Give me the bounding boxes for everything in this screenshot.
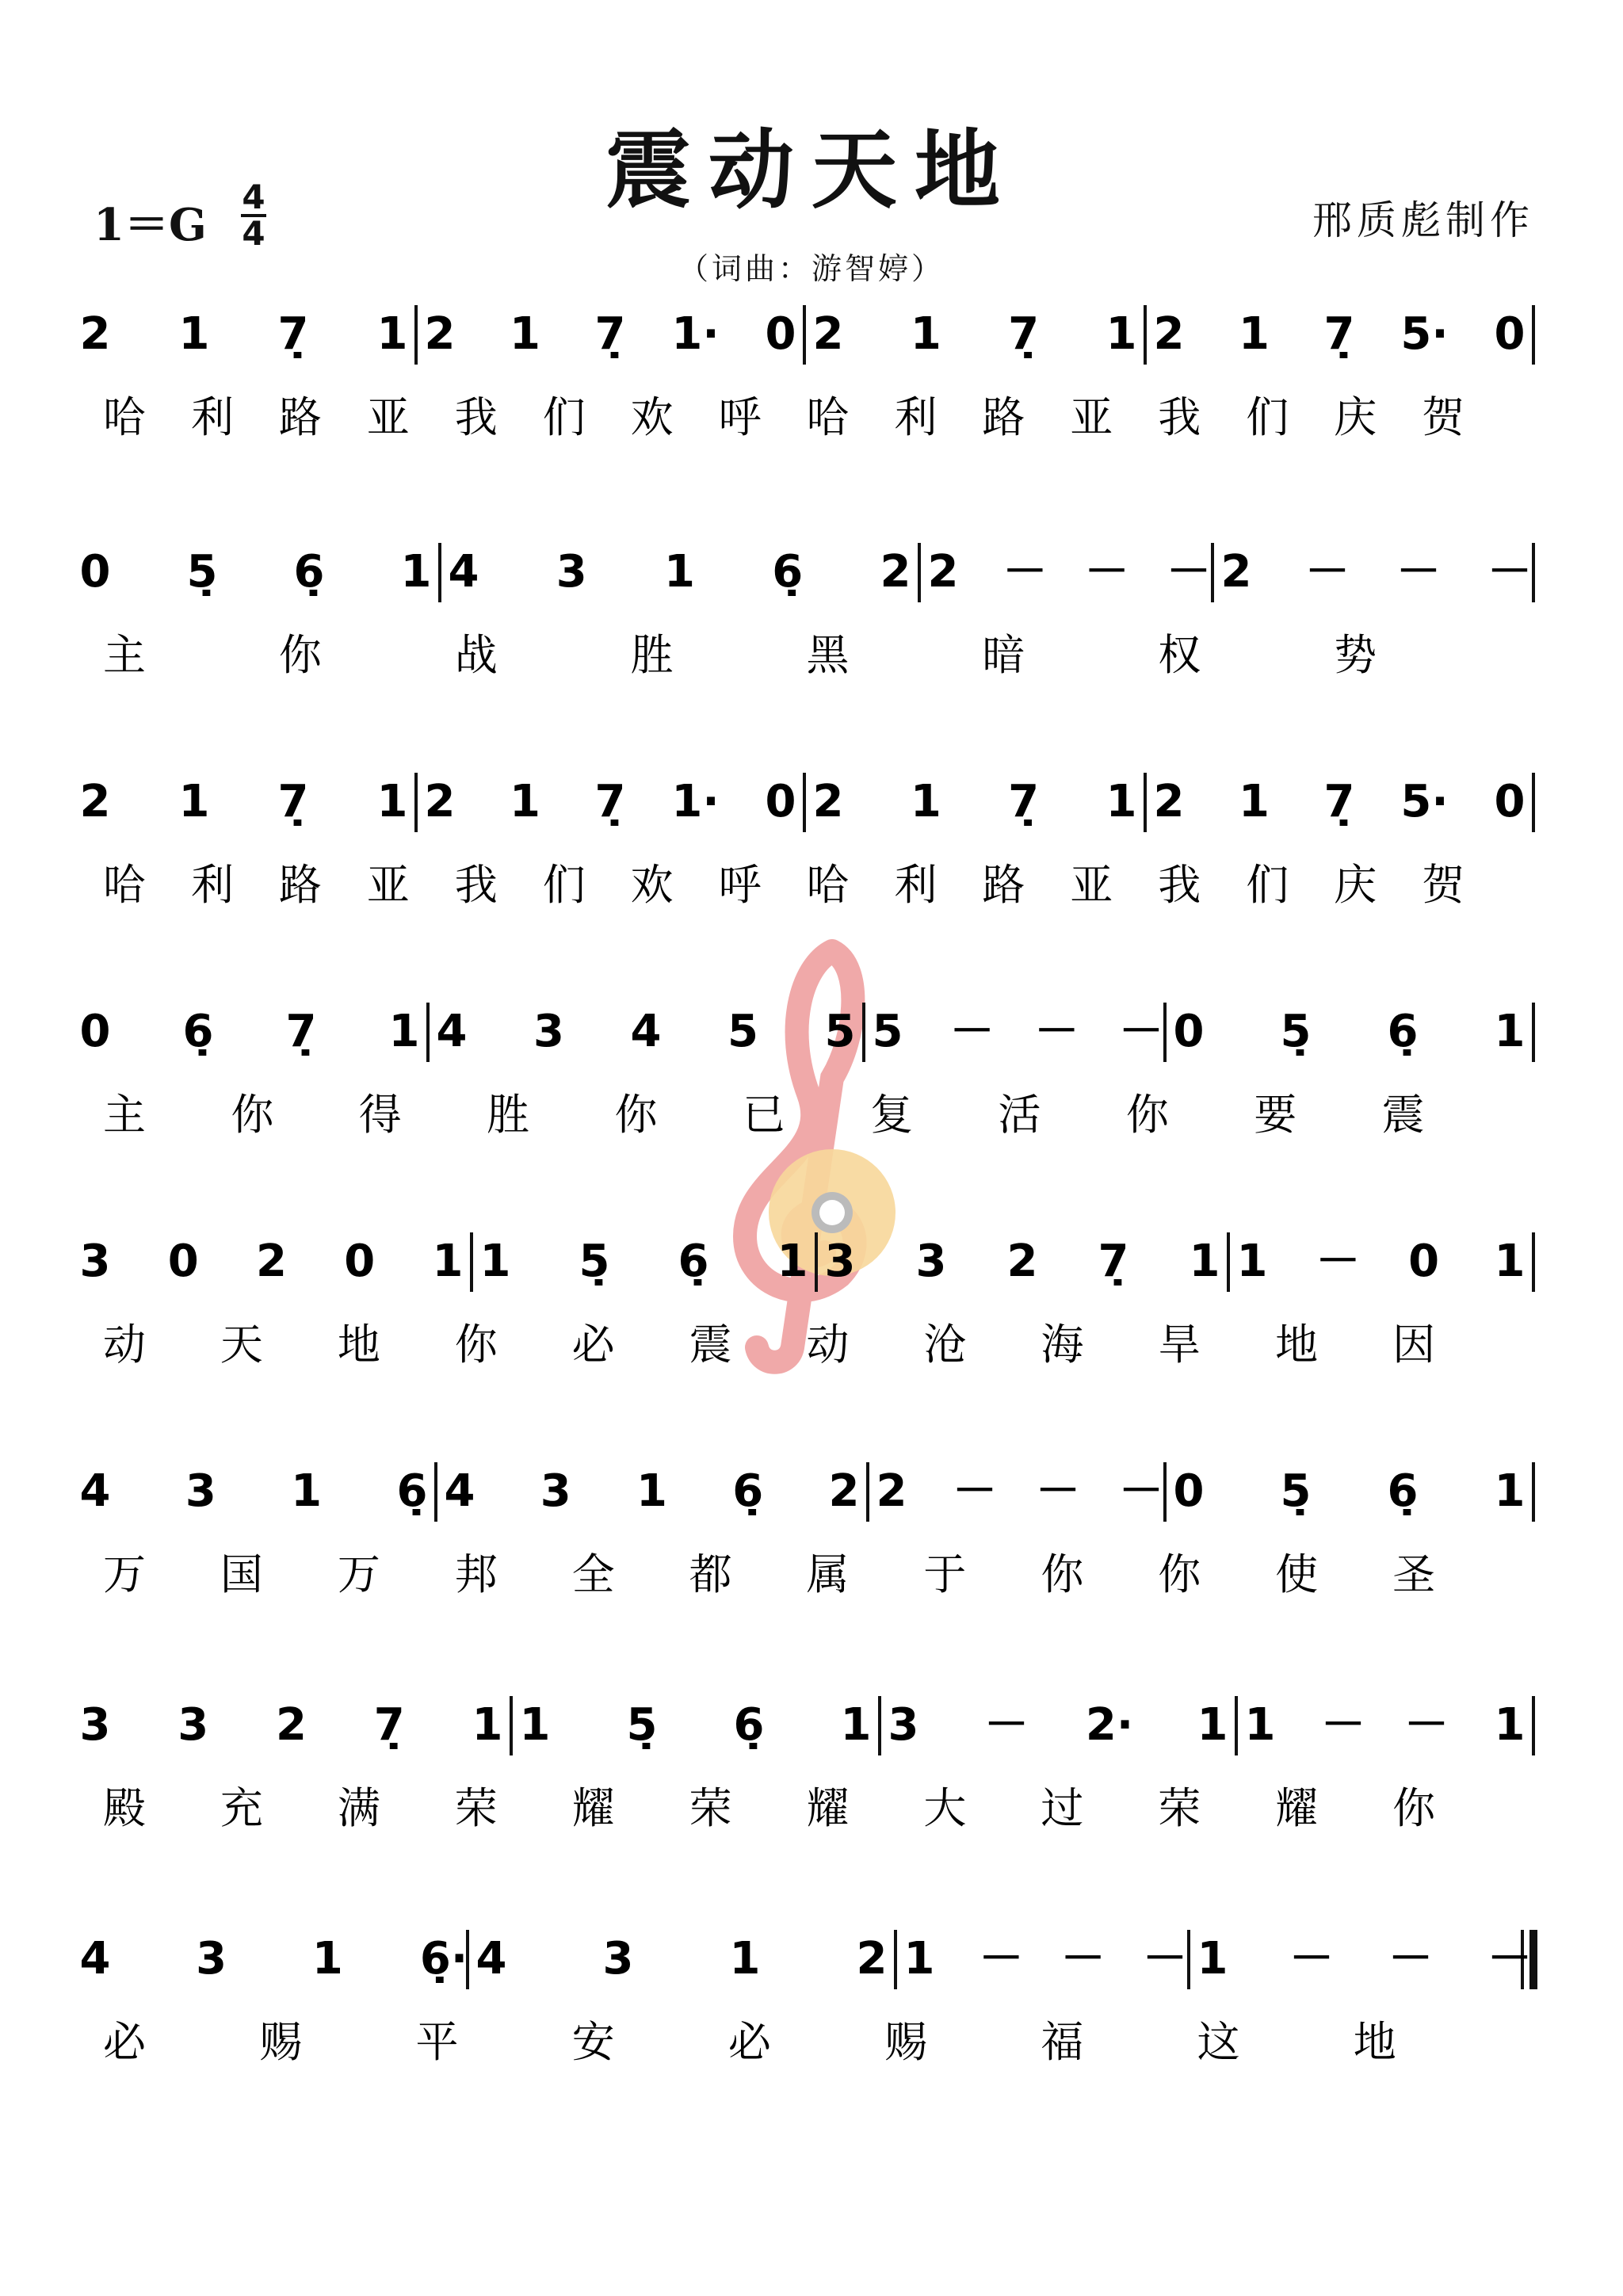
lyric-char: 于	[923, 1549, 967, 1599]
lyric-char: 哈	[806, 860, 850, 910]
note: －	[984, 1699, 1029, 1751]
lyric-char: 你	[1125, 1090, 1169, 1140]
note: 7̣	[1008, 308, 1040, 360]
lyric-char: 权	[1158, 630, 1201, 680]
lyric-char: 亚	[366, 860, 410, 910]
note: －	[1487, 1933, 1532, 1985]
lyric-char: 安	[571, 2017, 615, 2067]
lyric-char: 我	[1158, 860, 1201, 910]
lyric-char: 路	[278, 860, 322, 910]
meter-bottom: 4	[242, 214, 265, 253]
lyric-char: 圣	[1392, 1549, 1436, 1599]
lyric-char: 主	[103, 1090, 146, 1140]
lyric-char: 利	[190, 392, 234, 442]
lyric-char: 利	[190, 860, 234, 910]
lyric-char: 地	[1275, 1320, 1319, 1370]
note: 2	[1220, 546, 1252, 598]
note: 3	[533, 1006, 564, 1057]
note: 1	[1189, 1236, 1220, 1287]
note: 1	[178, 776, 210, 827]
note: 1	[519, 1699, 551, 1751]
note: 7̣	[373, 1699, 405, 1751]
note: 2	[828, 1465, 860, 1517]
note: －	[1388, 1933, 1433, 1985]
lyric-char: 你	[614, 1090, 658, 1140]
note: 3	[540, 1465, 571, 1517]
lyric-char: 赐	[884, 2017, 928, 2067]
note: 1	[1106, 308, 1137, 360]
lyric-char: 亚	[1070, 860, 1113, 910]
lyric-char: 耀	[1275, 1783, 1319, 1833]
note: －	[953, 1465, 997, 1517]
note: 6̣	[678, 1236, 709, 1287]
note: 0	[1494, 308, 1526, 360]
note: 3	[888, 1699, 919, 1751]
note: 6̣	[396, 1465, 428, 1517]
note: 1	[664, 546, 695, 598]
lyric-char: 必	[103, 2017, 146, 2067]
note: 1	[376, 776, 408, 827]
note: 4	[448, 546, 479, 598]
note: 3	[915, 1236, 947, 1287]
note: 6̣	[732, 1465, 764, 1517]
lyric-char: 震	[1381, 1090, 1425, 1140]
lyric-char: 你	[278, 630, 322, 680]
note: 1	[1239, 776, 1270, 827]
lyric-char: 属	[806, 1549, 850, 1599]
lyric-char: 必	[571, 1320, 615, 1370]
lyric-char: 暗	[982, 630, 1025, 680]
lyric-char: 耀	[571, 1783, 615, 1833]
song-title: 震动天地	[605, 120, 1018, 220]
lyric-char: 亚	[1070, 392, 1113, 442]
lyric-char: 震	[689, 1320, 732, 1370]
lyric-char: 旱	[1158, 1320, 1201, 1370]
note: 2	[424, 308, 456, 360]
lyric-char: 国	[220, 1549, 263, 1599]
lyric-char: 得	[358, 1090, 402, 1140]
note: 6̣	[733, 1699, 765, 1751]
lyric-char: 路	[982, 392, 1025, 442]
note: －	[1305, 546, 1350, 598]
note: 2	[1153, 308, 1185, 360]
note: 1	[1244, 1699, 1276, 1751]
lyric-char: 们	[542, 392, 586, 442]
note: 1	[291, 1465, 323, 1517]
lyric-char: 亚	[366, 392, 410, 442]
note: 2	[276, 1699, 307, 1751]
lyric-char: 全	[571, 1549, 615, 1599]
note: 2	[876, 1465, 907, 1517]
note: －	[1487, 546, 1532, 598]
note: 3	[79, 1699, 111, 1751]
note: 2	[880, 546, 911, 598]
note: 0	[1408, 1236, 1440, 1287]
lyric-char: 复	[870, 1090, 914, 1140]
note: 7̣	[285, 1006, 317, 1057]
note: 2	[812, 776, 844, 827]
note: －	[1404, 1699, 1449, 1751]
note: 1·	[671, 776, 720, 827]
lyric-char: 贺	[1422, 392, 1465, 442]
lyric-char: 们	[1246, 860, 1289, 910]
note: －	[1316, 1236, 1361, 1287]
lyric-char: 平	[415, 2017, 459, 2067]
note: 7̣	[1323, 308, 1355, 360]
lyric-char: 天	[220, 1320, 263, 1370]
note: 1	[910, 308, 941, 360]
lyric-char: 胜	[487, 1090, 530, 1140]
lyric-char: 我	[454, 860, 498, 910]
lyric-char: 福	[1041, 2017, 1084, 2067]
lyric-char: 利	[894, 392, 938, 442]
note: 1	[1106, 776, 1137, 827]
note: 1	[1494, 1699, 1526, 1751]
note: 1	[729, 1933, 761, 1985]
lyric-char: 万	[103, 1549, 146, 1599]
lyric-char: 我	[454, 392, 498, 442]
note: 3	[178, 1699, 209, 1751]
note: 2·	[1085, 1699, 1134, 1751]
lyric-char: 都	[689, 1549, 732, 1599]
note: 1·	[671, 308, 720, 360]
lyric-char: 欢	[630, 392, 674, 442]
lyric-char: 我	[1158, 392, 1201, 442]
lyric-char: 大	[923, 1783, 967, 1833]
lyric-char: 势	[1334, 630, 1377, 680]
note: 7̣	[1323, 776, 1355, 827]
note: －	[949, 1006, 995, 1057]
lyric-char: 欢	[630, 860, 674, 910]
lyric-char: 动	[806, 1320, 850, 1370]
note: 5·	[1400, 776, 1449, 827]
lyric-char: 过	[1041, 1783, 1084, 1833]
lyric-char: 哈	[103, 392, 146, 442]
note: 0	[79, 546, 111, 598]
lyric-char: 哈	[103, 860, 146, 910]
note: －	[1167, 546, 1211, 598]
note: －	[1060, 1933, 1106, 1985]
note: 1	[311, 1933, 343, 1985]
note: 5·	[1400, 308, 1449, 360]
lyric-char: 殿	[103, 1783, 146, 1833]
note: －	[1321, 1699, 1365, 1751]
lyric-char: 你	[1041, 1549, 1084, 1599]
note: 2	[1153, 776, 1185, 827]
note: 0	[1173, 1006, 1205, 1057]
note: 6̣	[1387, 1465, 1419, 1517]
note: 3	[824, 1236, 856, 1287]
note: 3	[185, 1465, 216, 1517]
note: 1	[1494, 1006, 1526, 1057]
lyric-char: 主	[103, 630, 146, 680]
lyric-char: 你	[454, 1320, 498, 1370]
note: 3	[602, 1933, 634, 1985]
note: 1	[178, 308, 210, 360]
note: －	[979, 1933, 1024, 1985]
note: 4	[79, 1465, 111, 1517]
note: 4	[79, 1933, 111, 1985]
lyric-char: 荣	[1158, 1783, 1201, 1833]
note: －	[1002, 546, 1048, 598]
lyric-char: 赐	[259, 2017, 303, 2067]
note: 0	[79, 1006, 111, 1057]
note: 0	[1494, 776, 1526, 827]
note: 5̣	[626, 1699, 658, 1751]
note: 1	[1494, 1236, 1526, 1287]
lyric-char: 荣	[454, 1783, 498, 1833]
note: 4	[436, 1006, 468, 1057]
lyric-char: 沧	[923, 1320, 967, 1370]
note: 0	[167, 1236, 199, 1287]
note: 7̣	[594, 308, 626, 360]
lyric-char: 活	[998, 1090, 1041, 1140]
note: 2	[812, 308, 844, 360]
note: 5̣	[579, 1236, 610, 1287]
note: 0	[344, 1236, 376, 1287]
lyric-char: 这	[1197, 2017, 1240, 2067]
lyric-char: 使	[1275, 1549, 1319, 1599]
lyric-char: 要	[1254, 1090, 1297, 1140]
note: －	[1289, 1933, 1334, 1985]
note: 1	[479, 1236, 511, 1287]
lyric-char: 利	[894, 860, 938, 910]
lyric-char: 地	[337, 1320, 380, 1370]
note: 1	[903, 1933, 935, 1985]
note: 7̣	[1008, 776, 1040, 827]
note: 1	[388, 1006, 420, 1057]
lyric-char: 你	[231, 1090, 274, 1140]
key-signature: 1＝G	[94, 199, 207, 251]
lyric-char: 路	[982, 860, 1025, 910]
note: 1	[432, 1236, 464, 1287]
note: 0	[765, 776, 796, 827]
note: 1	[472, 1699, 503, 1751]
lyric-char: 必	[727, 2017, 771, 2067]
lyric-char: 邦	[454, 1549, 498, 1599]
lyric-char: 动	[103, 1320, 146, 1370]
note: －	[1036, 1465, 1080, 1517]
note: 5̣	[186, 546, 218, 598]
lyric-char: 庆	[1334, 392, 1377, 442]
note: 4	[630, 1006, 662, 1057]
arranger-credit: 邢质彪制作	[1312, 197, 1534, 243]
lyrics-composer-credit: （词曲：游智婷）	[678, 251, 945, 286]
note: 2	[424, 776, 456, 827]
note: 5̣	[1280, 1465, 1312, 1517]
note: 7̣	[594, 776, 626, 827]
lyric-char: 哈	[806, 392, 850, 442]
note: 6̣	[182, 1006, 214, 1057]
lyric-char: 路	[278, 392, 322, 442]
note: 1	[400, 546, 432, 598]
lyric-char: 海	[1041, 1320, 1084, 1370]
lyric-char: 呼	[718, 392, 762, 442]
note: 4	[475, 1933, 507, 1985]
note: 6̣	[772, 546, 804, 598]
lyric-char: 地	[1353, 2017, 1396, 2067]
note: －	[1396, 546, 1441, 598]
lyric-char: 呼	[718, 860, 762, 910]
note: 1	[777, 1236, 808, 1287]
lyric-char: 黑	[806, 630, 850, 680]
note: 1	[840, 1699, 872, 1751]
note: 7̣	[277, 776, 309, 827]
note: 5	[824, 1006, 856, 1057]
note: 7̣	[1098, 1236, 1129, 1287]
note: 5	[727, 1006, 758, 1057]
note: 1	[510, 776, 540, 827]
lyric-char: 荣	[689, 1783, 732, 1833]
note: 6̣	[1387, 1006, 1419, 1057]
lyric-char: 耀	[806, 1783, 850, 1833]
note: 7̣	[277, 308, 309, 360]
meter-top: 4	[242, 178, 265, 216]
note: －	[1143, 1933, 1187, 1985]
note: 4	[444, 1465, 475, 1517]
note: －	[1119, 1006, 1163, 1057]
note: 3	[79, 1236, 111, 1287]
lyric-char: 庆	[1334, 860, 1377, 910]
note: 6̣·	[419, 1933, 468, 1985]
note: 1	[910, 776, 941, 827]
lyric-char: 胜	[630, 630, 674, 680]
lyric-char: 你	[1158, 1549, 1201, 1599]
note: 0	[1173, 1465, 1205, 1517]
lyric-char: 已	[742, 1090, 785, 1140]
note: 2	[79, 308, 111, 360]
note: 1	[1197, 1933, 1228, 1985]
note: －	[1034, 1006, 1079, 1057]
note: －	[1119, 1465, 1163, 1517]
note: 6̣	[293, 546, 325, 598]
note: 0	[765, 308, 796, 360]
note: 2	[927, 546, 959, 598]
note: 2	[79, 776, 111, 827]
lyric-char: 们	[1246, 392, 1289, 442]
note: 2	[256, 1236, 287, 1287]
lyric-char: 贺	[1422, 860, 1465, 910]
note: 1	[510, 308, 540, 360]
note: 1	[1239, 308, 1270, 360]
note: －	[1084, 546, 1129, 598]
note: 5̣	[1280, 1006, 1312, 1057]
note: 2	[1006, 1236, 1038, 1287]
lyric-char: 们	[542, 860, 586, 910]
lyric-char: 战	[454, 630, 498, 680]
lyric-char: 你	[1392, 1783, 1436, 1833]
lyric-char: 充	[220, 1783, 263, 1833]
note: 3	[556, 546, 587, 598]
note: 3	[196, 1933, 227, 1985]
note: 1	[376, 308, 408, 360]
note: 1	[1236, 1236, 1268, 1287]
lyric-char: 万	[337, 1549, 380, 1599]
note: 2	[856, 1933, 888, 1985]
note: 1	[636, 1465, 667, 1517]
lyric-char: 满	[337, 1783, 380, 1833]
note: 1	[1494, 1465, 1526, 1517]
note: 5	[872, 1006, 903, 1057]
lyric-char: 因	[1392, 1320, 1436, 1370]
note: 1	[1197, 1699, 1228, 1751]
